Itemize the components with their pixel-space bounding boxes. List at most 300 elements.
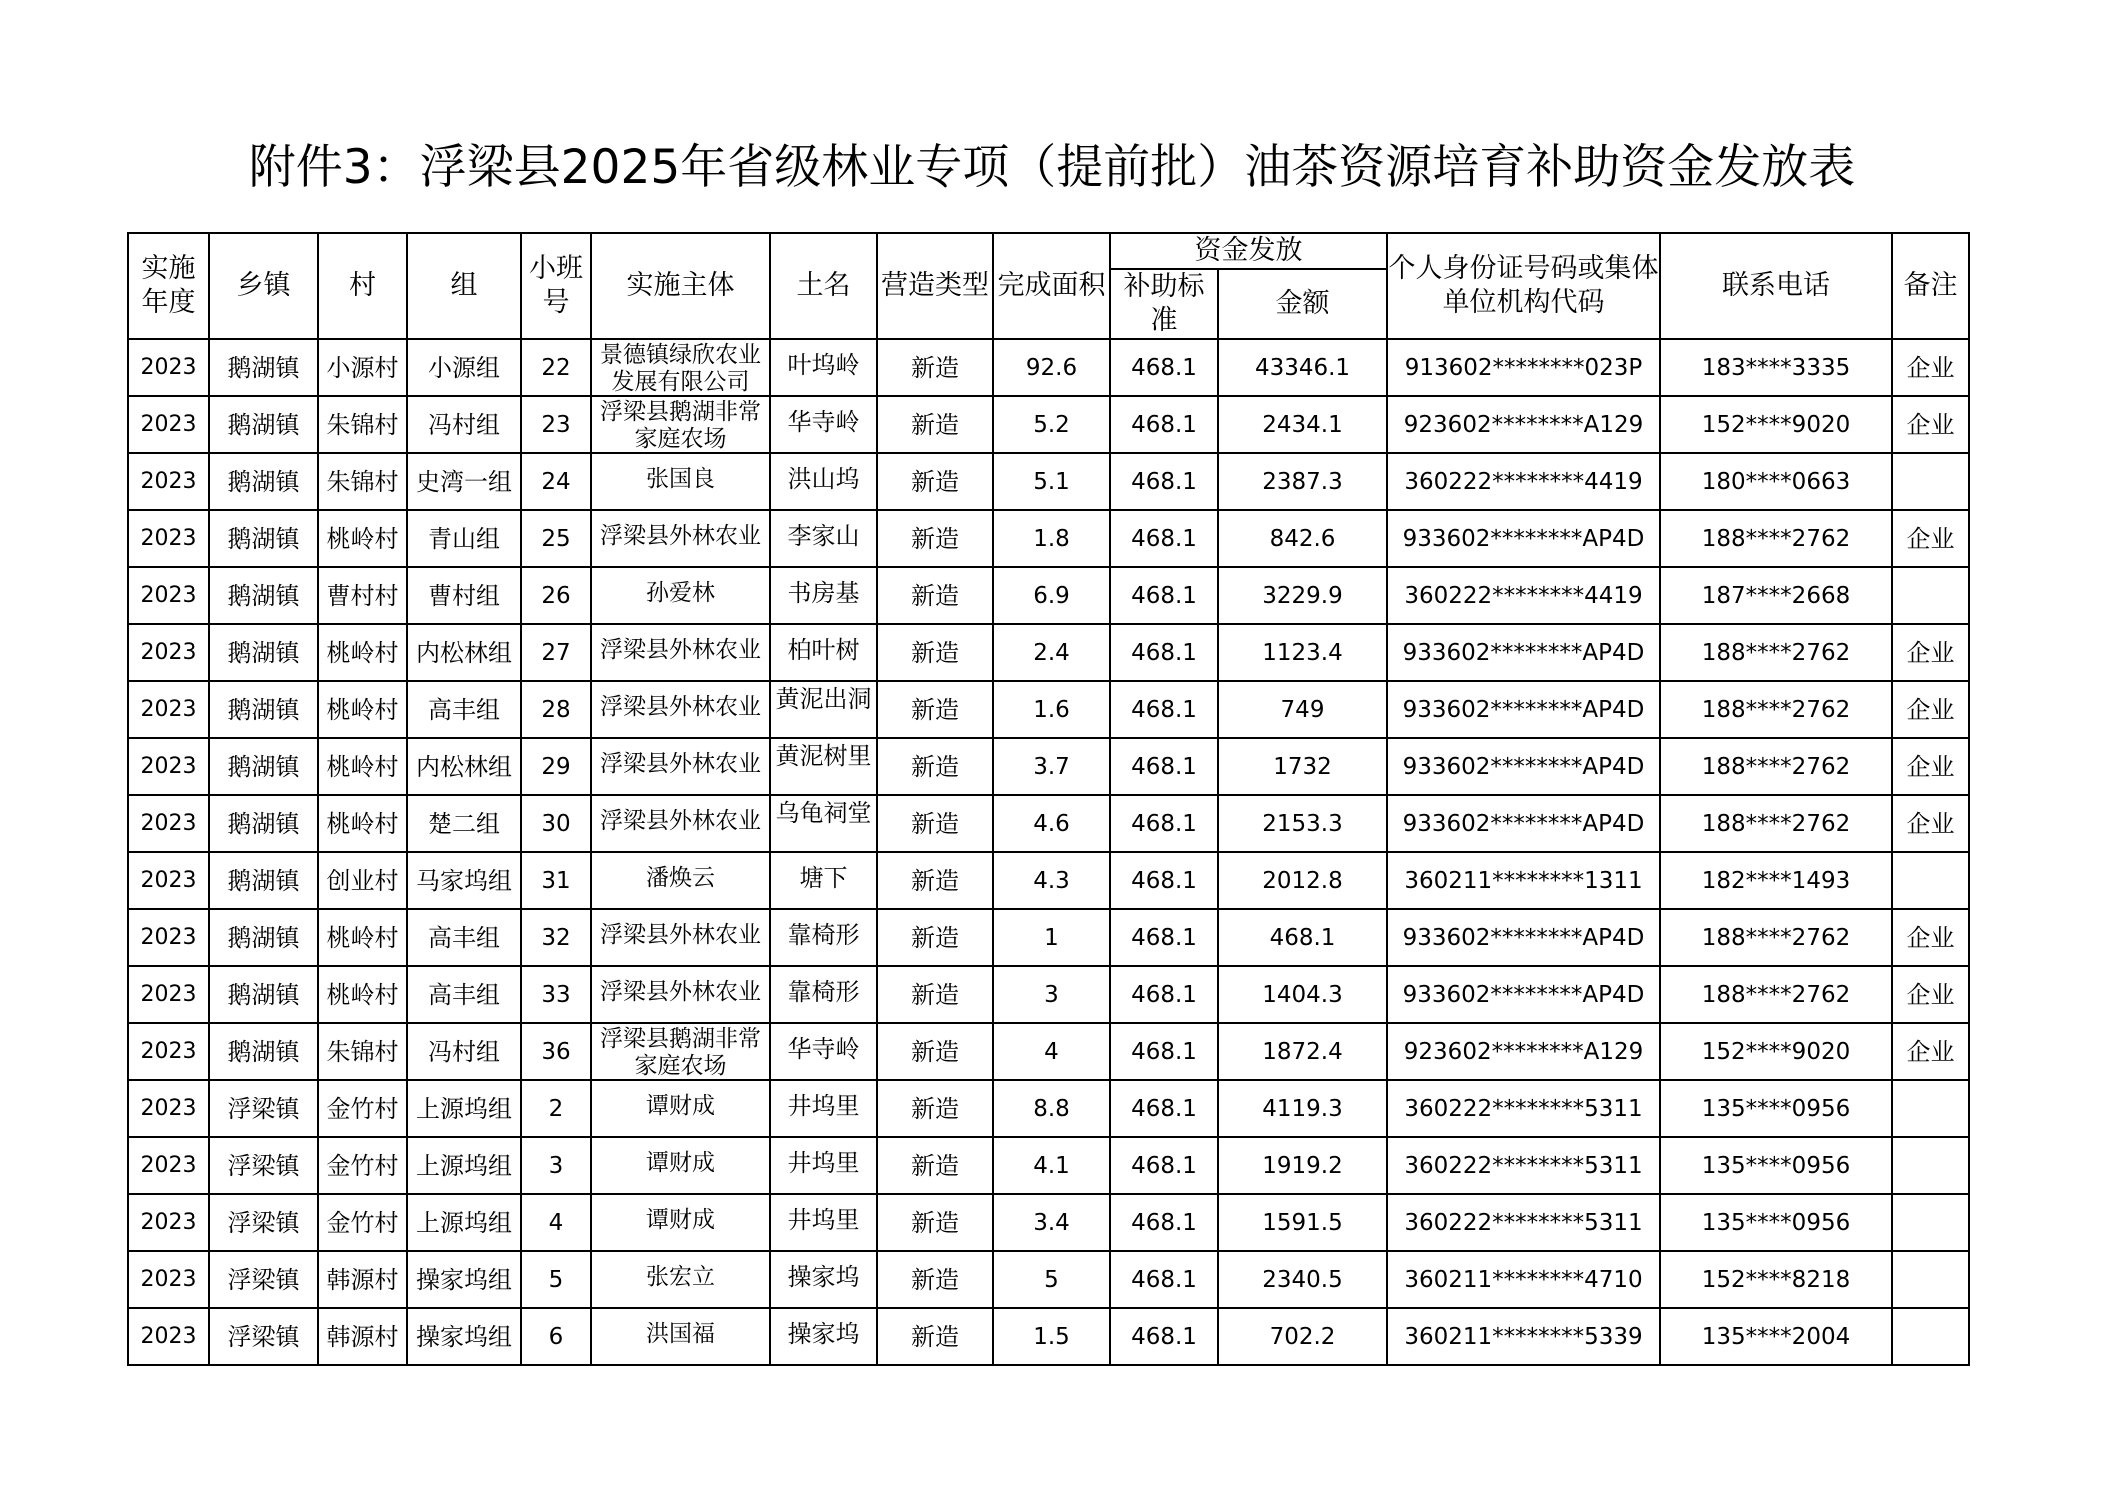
cell-place-text: 井坞里: [787, 1149, 860, 1177]
cell-place: [770, 852, 877, 909]
cell-id-code: 360211********4710: [1387, 1251, 1660, 1308]
cell-standard: 468.1: [1110, 738, 1218, 795]
cell-entity: [591, 909, 770, 966]
cell-plot: 5: [521, 1251, 591, 1308]
cell-village: 金竹村: [318, 1080, 407, 1137]
cell-type: 新造: [877, 396, 993, 453]
cell-remark: [1892, 1194, 1969, 1251]
table-row: [128, 453, 1969, 510]
cell-remark: [1892, 1251, 1969, 1308]
cell-entity-text: 浮梁县外林农业: [600, 979, 761, 1005]
cell-id-code: 923602********A129: [1387, 396, 1660, 453]
cell-village: 韩源村: [318, 1251, 407, 1308]
cell-entity-text: 孙爱林: [646, 580, 715, 606]
cell-phone: 188****2762: [1660, 795, 1892, 852]
cell-place: [770, 1308, 877, 1365]
table-row: [128, 510, 1969, 567]
cell-group: 内松林组: [407, 738, 521, 795]
cell-plot: 3: [521, 1137, 591, 1194]
cell-amount: 43346.1: [1218, 339, 1387, 396]
cell-phone: 182****1493: [1660, 852, 1892, 909]
cell-remark: [1892, 1137, 1969, 1194]
cell-amount: 468.1: [1218, 909, 1387, 966]
cell-place-text: 洪山坞: [787, 465, 860, 493]
cell-plot: 26: [521, 567, 591, 624]
cell-id-code: 360222********5311: [1387, 1194, 1660, 1251]
cell-remark: 企业: [1892, 339, 1969, 396]
header-remark: 备注: [1892, 233, 1969, 339]
cell-standard: 468.1: [1110, 1251, 1218, 1308]
cell-place-text: 操家坞: [787, 1263, 860, 1291]
cell-year: 2023: [128, 453, 209, 510]
cell-entity-text: 张国良: [646, 466, 715, 492]
cell-standard: 468.1: [1110, 1137, 1218, 1194]
cell-group: 楚二组: [407, 795, 521, 852]
cell-town: 鹅湖镇: [209, 510, 318, 567]
table-row: [128, 1308, 1969, 1365]
cell-type: 新造: [877, 339, 993, 396]
cell-year: 2023: [128, 339, 209, 396]
cell-entity: [591, 1251, 770, 1308]
cell-year: 2023: [128, 624, 209, 681]
cell-area: 4.3: [993, 852, 1110, 909]
cell-phone: 135****0956: [1660, 1080, 1892, 1137]
subsidy-table: [127, 232, 1970, 1366]
cell-year: 2023: [128, 909, 209, 966]
cell-remark: [1892, 1080, 1969, 1137]
cell-standard: 468.1: [1110, 396, 1218, 453]
cell-amount: 2153.3: [1218, 795, 1387, 852]
cell-year: 2023: [128, 510, 209, 567]
cell-phone: 135****0956: [1660, 1194, 1892, 1251]
cell-town: 鹅湖镇: [209, 396, 318, 453]
cell-town: 鹅湖镇: [209, 852, 318, 909]
cell-place: [770, 1137, 877, 1194]
cell-entity: [591, 396, 770, 453]
cell-type: 新造: [877, 909, 993, 966]
cell-group: 上源坞组: [407, 1194, 521, 1251]
cell-phone: 188****2762: [1660, 624, 1892, 681]
cell-place-text: 黄泥出洞: [775, 685, 872, 713]
cell-village: 桃岭村: [318, 966, 407, 1023]
cell-area: 4: [993, 1023, 1110, 1080]
cell-id-code: 360211********5339: [1387, 1308, 1660, 1365]
cell-plot: 22: [521, 339, 591, 396]
cell-town: 浮梁镇: [209, 1137, 318, 1194]
cell-group: 操家坞组: [407, 1251, 521, 1308]
cell-town: 鹅湖镇: [209, 738, 318, 795]
cell-amount: 749: [1218, 681, 1387, 738]
table-row: [128, 852, 1969, 909]
cell-remark: [1892, 1308, 1969, 1365]
cell-amount: 3229.9: [1218, 567, 1387, 624]
cell-village: 桃岭村: [318, 681, 407, 738]
cell-id-code: 360211********1311: [1387, 852, 1660, 909]
cell-group: 曹村组: [407, 567, 521, 624]
cell-type: 新造: [877, 795, 993, 852]
cell-entity: [591, 1137, 770, 1194]
cell-phone: 152****9020: [1660, 1023, 1892, 1080]
cell-plot: 28: [521, 681, 591, 738]
cell-standard: 468.1: [1110, 510, 1218, 567]
cell-remark: 企业: [1892, 1023, 1969, 1080]
table-row: [128, 567, 1969, 624]
cell-group: 高丰组: [407, 966, 521, 1023]
cell-year: 2023: [128, 681, 209, 738]
cell-town: 浮梁镇: [209, 1194, 318, 1251]
cell-phone: 188****2762: [1660, 510, 1892, 567]
cell-remark: 企业: [1892, 681, 1969, 738]
cell-place-text: 井坞里: [787, 1206, 860, 1234]
cell-type: 新造: [877, 738, 993, 795]
header-town: 乡镇: [209, 233, 318, 339]
table-header: [128, 233, 1969, 339]
cell-id-code: 933602********AP4D: [1387, 624, 1660, 681]
cell-year: 2023: [128, 852, 209, 909]
cell-plot: 29: [521, 738, 591, 795]
cell-place: [770, 396, 877, 453]
cell-place-text: 井坞里: [787, 1092, 860, 1120]
cell-id-code: 933602********AP4D: [1387, 909, 1660, 966]
cell-entity: [591, 1308, 770, 1365]
cell-plot: 4: [521, 1194, 591, 1251]
cell-standard: 468.1: [1110, 1023, 1218, 1080]
cell-entity-text: 浮梁县外林农业: [600, 694, 761, 720]
cell-year: 2023: [128, 1080, 209, 1137]
cell-entity-text: 浮梁县外林农业: [600, 808, 761, 834]
cell-place-text: 华寺岭: [787, 1035, 860, 1063]
cell-place: [770, 681, 877, 738]
header-entity: 实施主体: [591, 233, 770, 339]
table-body: [128, 339, 1969, 1365]
cell-village: 桃岭村: [318, 624, 407, 681]
table-row: [128, 1137, 1969, 1194]
cell-area: 3: [993, 966, 1110, 1023]
cell-town: 浮梁镇: [209, 1251, 318, 1308]
cell-town: 鹅湖镇: [209, 1023, 318, 1080]
cell-id-code: 933602********AP4D: [1387, 795, 1660, 852]
cell-group: 上源坞组: [407, 1137, 521, 1194]
cell-town: 鹅湖镇: [209, 795, 318, 852]
cell-area: 5.2: [993, 396, 1110, 453]
cell-group: 史湾一组: [407, 453, 521, 510]
cell-standard: 468.1: [1110, 453, 1218, 510]
cell-amount: 2340.5: [1218, 1251, 1387, 1308]
cell-amount: 1732: [1218, 738, 1387, 795]
cell-area: 2.4: [993, 624, 1110, 681]
cell-id-code: 933602********AP4D: [1387, 966, 1660, 1023]
cell-place: [770, 567, 877, 624]
header-funding: 资金发放: [1110, 233, 1387, 269]
cell-year: 2023: [128, 1194, 209, 1251]
cell-amount: 1919.2: [1218, 1137, 1387, 1194]
cell-entity-text: 张宏立: [646, 1264, 715, 1290]
document-title: 附件3：浮梁县2025年省级林业专项（提前批）油茶资源培育补助资金发放表: [248, 140, 1856, 195]
cell-entity: [591, 681, 770, 738]
cell-village: 桃岭村: [318, 909, 407, 966]
cell-amount: 1123.4: [1218, 624, 1387, 681]
cell-entity-text: 浮梁县外林农业: [600, 751, 761, 777]
cell-town: 鹅湖镇: [209, 909, 318, 966]
cell-plot: 32: [521, 909, 591, 966]
cell-entity: [591, 567, 770, 624]
table-row: [128, 1080, 1969, 1137]
cell-entity: [591, 453, 770, 510]
cell-entity-text: 谭财成: [646, 1207, 715, 1233]
cell-entity: [591, 624, 770, 681]
cell-type: 新造: [877, 1308, 993, 1365]
cell-place-text: 操家坞: [787, 1320, 860, 1348]
cell-type: 新造: [877, 624, 993, 681]
cell-standard: 468.1: [1110, 795, 1218, 852]
cell-standard: 468.1: [1110, 852, 1218, 909]
cell-entity: [591, 1080, 770, 1137]
cell-entity-text: 谭财成: [646, 1150, 715, 1176]
cell-area: 4.1: [993, 1137, 1110, 1194]
cell-plot: 25: [521, 510, 591, 567]
cell-area: 92.6: [993, 339, 1110, 396]
cell-village: 朱锦村: [318, 453, 407, 510]
cell-place: [770, 966, 877, 1023]
cell-town: 鹅湖镇: [209, 624, 318, 681]
cell-town: 鹅湖镇: [209, 681, 318, 738]
cell-remark: [1892, 852, 1969, 909]
cell-village: 朱锦村: [318, 1023, 407, 1080]
header-group: 组: [407, 233, 521, 339]
cell-standard: 468.1: [1110, 966, 1218, 1023]
cell-group: 冯村组: [407, 396, 521, 453]
cell-phone: 135****2004: [1660, 1308, 1892, 1365]
table-row: [128, 966, 1969, 1023]
cell-village: 金竹村: [318, 1137, 407, 1194]
cell-entity-text: 浮梁县外林农业: [600, 922, 761, 948]
table-row: [128, 396, 1969, 453]
header-year: 实施年度: [128, 233, 209, 339]
cell-amount: 842.6: [1218, 510, 1387, 567]
cell-remark: 企业: [1892, 795, 1969, 852]
cell-year: 2023: [128, 1308, 209, 1365]
cell-area: 3.4: [993, 1194, 1110, 1251]
table-row: [128, 909, 1969, 966]
cell-plot: 31: [521, 852, 591, 909]
cell-area: 5: [993, 1251, 1110, 1308]
cell-village: 小源村: [318, 339, 407, 396]
cell-phone: 152****8218: [1660, 1251, 1892, 1308]
cell-type: 新造: [877, 852, 993, 909]
cell-year: 2023: [128, 1251, 209, 1308]
cell-plot: 33: [521, 966, 591, 1023]
cell-year: 2023: [128, 567, 209, 624]
cell-place-text: 叶坞岭: [787, 351, 860, 379]
cell-group: 小源组: [407, 339, 521, 396]
cell-group: 青山组: [407, 510, 521, 567]
header-village: 村: [318, 233, 407, 339]
table-row: [128, 624, 1969, 681]
cell-place-text: 华寺岭: [787, 408, 860, 436]
cell-id-code: 933602********AP4D: [1387, 681, 1660, 738]
cell-town: 鹅湖镇: [209, 339, 318, 396]
cell-place-text: 书房基: [787, 579, 860, 607]
cell-remark: [1892, 453, 1969, 510]
cell-remark: 企业: [1892, 510, 1969, 567]
cell-group: 操家坞组: [407, 1308, 521, 1365]
cell-village: 创业村: [318, 852, 407, 909]
cell-entity-text: 洪国福: [646, 1321, 715, 1347]
cell-id-code: 360222********4419: [1387, 453, 1660, 510]
cell-entity-text: 浮梁县鹅湖非常家庭农场: [600, 1026, 761, 1079]
cell-place: [770, 510, 877, 567]
cell-amount: 1872.4: [1218, 1023, 1387, 1080]
cell-phone: 152****9020: [1660, 396, 1892, 453]
cell-village: 桃岭村: [318, 795, 407, 852]
cell-standard: 468.1: [1110, 1194, 1218, 1251]
cell-remark: 企业: [1892, 624, 1969, 681]
cell-amount: 2387.3: [1218, 453, 1387, 510]
cell-place: [770, 909, 877, 966]
cell-group: 高丰组: [407, 909, 521, 966]
cell-amount: 2012.8: [1218, 852, 1387, 909]
header-area: 完成面积: [993, 233, 1110, 339]
cell-year: 2023: [128, 1023, 209, 1080]
table-row: [128, 1194, 1969, 1251]
table-row: [128, 339, 1969, 396]
header-phone: 联系电话: [1660, 233, 1892, 339]
cell-standard: 468.1: [1110, 1080, 1218, 1137]
table-row: [128, 738, 1969, 795]
cell-id-code: 933602********AP4D: [1387, 510, 1660, 567]
cell-standard: 468.1: [1110, 681, 1218, 738]
cell-place-text: 靠椅形: [787, 921, 860, 949]
cell-place-text: 李家山: [787, 522, 860, 550]
cell-phone: 188****2762: [1660, 966, 1892, 1023]
cell-place: [770, 624, 877, 681]
cell-id-code: 913602********023P: [1387, 339, 1660, 396]
cell-entity-text: 景德镇绿欣农业发展有限公司: [600, 342, 761, 395]
cell-village: 金竹村: [318, 1194, 407, 1251]
cell-town: 浮梁镇: [209, 1308, 318, 1365]
cell-plot: 36: [521, 1023, 591, 1080]
cell-place-text: 靠椅形: [787, 978, 860, 1006]
cell-group: 高丰组: [407, 681, 521, 738]
header-amount: 金额: [1218, 269, 1387, 339]
header-id-code: 个人身份证号码或集体单位机构代码: [1387, 233, 1660, 339]
cell-remark: 企业: [1892, 738, 1969, 795]
cell-amount: 1404.3: [1218, 966, 1387, 1023]
cell-type: 新造: [877, 1194, 993, 1251]
cell-area: 1.5: [993, 1308, 1110, 1365]
cell-type: 新造: [877, 1137, 993, 1194]
cell-amount: 1591.5: [1218, 1194, 1387, 1251]
cell-area: 5.1: [993, 453, 1110, 510]
cell-place-text: 乌龟祠堂: [775, 799, 872, 827]
cell-entity-text: 浮梁县鹅湖非常家庭农场: [600, 399, 761, 452]
cell-village: 韩源村: [318, 1308, 407, 1365]
cell-type: 新造: [877, 567, 993, 624]
cell-year: 2023: [128, 396, 209, 453]
cell-entity: [591, 339, 770, 396]
cell-standard: 468.1: [1110, 624, 1218, 681]
cell-plot: 27: [521, 624, 591, 681]
cell-year: 2023: [128, 795, 209, 852]
cell-year: 2023: [128, 738, 209, 795]
cell-remark: 企业: [1892, 396, 1969, 453]
cell-plot: 23: [521, 396, 591, 453]
cell-group: 内松林组: [407, 624, 521, 681]
cell-entity: [591, 966, 770, 1023]
cell-place-text: 柏叶树: [787, 636, 860, 664]
cell-plot: 24: [521, 453, 591, 510]
cell-remark: [1892, 567, 1969, 624]
cell-phone: 188****2762: [1660, 681, 1892, 738]
cell-type: 新造: [877, 1251, 993, 1308]
cell-amount: 702.2: [1218, 1308, 1387, 1365]
cell-town: 浮梁镇: [209, 1080, 318, 1137]
cell-remark: 企业: [1892, 966, 1969, 1023]
cell-type: 新造: [877, 1023, 993, 1080]
cell-entity: [591, 510, 770, 567]
cell-place-text: 塘下: [799, 864, 848, 892]
cell-place: [770, 738, 877, 795]
cell-type: 新造: [877, 681, 993, 738]
cell-plot: 30: [521, 795, 591, 852]
header-plot: 小班号: [521, 233, 591, 339]
cell-amount: 2434.1: [1218, 396, 1387, 453]
cell-id-code: 923602********A129: [1387, 1023, 1660, 1080]
cell-entity: [591, 852, 770, 909]
cell-village: 桃岭村: [318, 738, 407, 795]
header-type: 营造类型: [877, 233, 993, 339]
cell-phone: 188****2762: [1660, 909, 1892, 966]
cell-id-code: 360222********5311: [1387, 1080, 1660, 1137]
cell-entity-text: 潘焕云: [646, 865, 715, 891]
cell-place: [770, 795, 877, 852]
cell-place: [770, 339, 877, 396]
cell-place: [770, 1251, 877, 1308]
table-row: [128, 795, 1969, 852]
cell-type: 新造: [877, 510, 993, 567]
cell-area: 3.7: [993, 738, 1110, 795]
cell-entity-text: 浮梁县外林农业: [600, 523, 761, 549]
cell-place: [770, 1080, 877, 1137]
cell-place: [770, 1194, 877, 1251]
cell-entity: [591, 1023, 770, 1080]
cell-year: 2023: [128, 966, 209, 1023]
cell-standard: 468.1: [1110, 567, 1218, 624]
cell-standard: 468.1: [1110, 1308, 1218, 1365]
cell-entity: [591, 738, 770, 795]
cell-town: 鹅湖镇: [209, 966, 318, 1023]
cell-group: 马家坞组: [407, 852, 521, 909]
cell-area: 1.6: [993, 681, 1110, 738]
cell-amount: 4119.3: [1218, 1080, 1387, 1137]
cell-standard: 468.1: [1110, 909, 1218, 966]
cell-entity: [591, 1194, 770, 1251]
cell-place: [770, 453, 877, 510]
cell-standard: 468.1: [1110, 339, 1218, 396]
cell-group: 冯村组: [407, 1023, 521, 1080]
cell-place: [770, 1023, 877, 1080]
cell-village: 桃岭村: [318, 510, 407, 567]
cell-area: 4.6: [993, 795, 1110, 852]
cell-phone: 188****2762: [1660, 738, 1892, 795]
cell-group: 上源坞组: [407, 1080, 521, 1137]
header-place: 土名: [770, 233, 877, 339]
cell-village: 朱锦村: [318, 396, 407, 453]
cell-area: 1.8: [993, 510, 1110, 567]
cell-village: 曹村村: [318, 567, 407, 624]
cell-type: 新造: [877, 1080, 993, 1137]
cell-phone: 183****3335: [1660, 339, 1892, 396]
